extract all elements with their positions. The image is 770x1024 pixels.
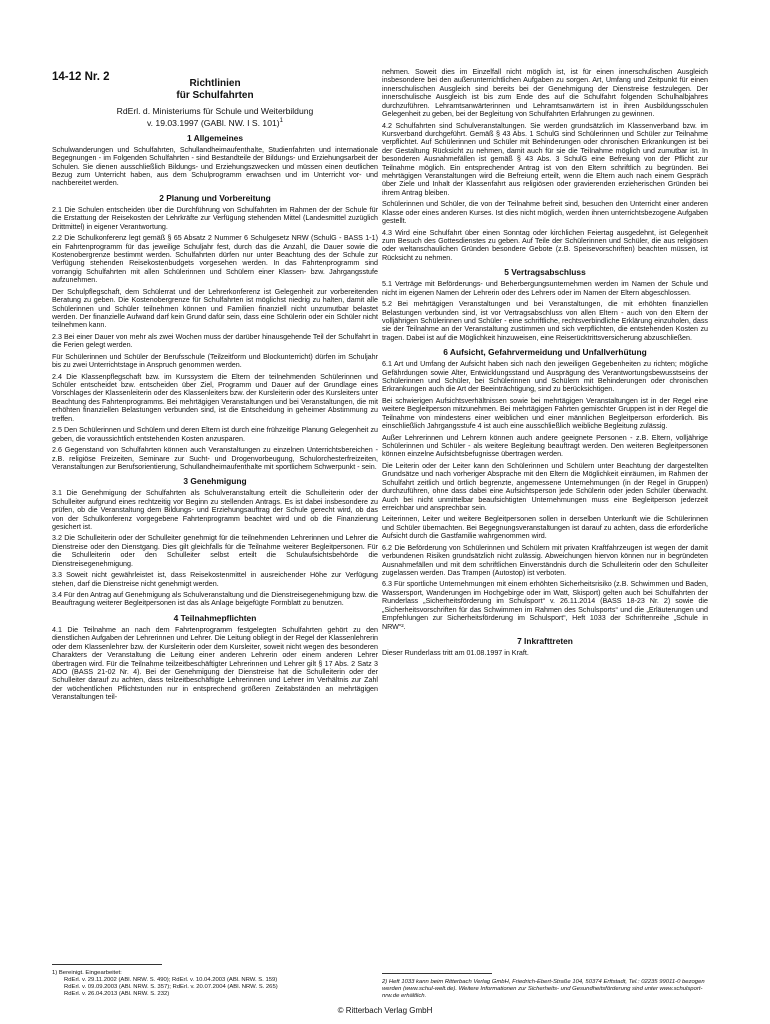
copyright-footer: © Ritterbach Verlag GmbH [337,1006,433,1015]
paragraph: Die Leiterin oder der Leiter kann den Schülerinnen und Schülern unter Beachtung der dargestellten Grundsätze und nach vorheriger Absprache mit den Eltern die Möglichkeit einräumen, im Rahmen der Schulfahrt zeitlich und örtlich begrenzte, angemessene Unternehmungen (in der Regel in Gruppen) durchzuführen, ohne dass dabei eine Aufsichtsperson jede Schülerin oder jeden Schüler überwacht. Auch bei nicht unmittelbar beaufsichtigten Unternehmungen muss eine Begleitperson jederzeit erreichbar und ansprechbar sein. [382,461,708,512]
paragraph: 4.1 Die Teilnahme an nach dem Fahrtenprogramm festgelegten Schulfahrten gehört zu den dienstlichen Aufgaben der Lehrerinnen und Lehrer. Die Leitung obliegt in der Regel der Klassenlehrerin oder dem Klassenlehrer bzw. der Kursleiterin oder dem Kursleiter, soweit nicht wegen des besonderen Charakters der Veranstaltung die Leitung einer anderen Lehrerin oder einem anderen Lehrer übertragen wird. Für die Teilnahme teilzeitbeschäftigter Lehrerinnen und Lehrer gilt § 17 Abs. 2 Satz 3 ADO (BASS 21-02 Nr. 4). Bei der Genehmigung der Dienstreise hat die Schulleiterin oder der Schulleiter darauf zu achten, dass teilzeitbeschäftigte Lehrerinnen und Lehrer im Verhältnis zur Zahl der wöchentlichen Pflichtstunden nur in entsprechend größeren Zeitabständen an mehrtägigen Veranstaltungen teil- [52,625,378,702]
subtitle-line-2 [52,116,378,128]
footnote-line: 1) Bereinigt. Eingearbeitet: [52,970,122,976]
paragraph: 3.3 Soweit nicht gewährleistet ist, dass Reisekostenmittel in ausreichender Höhe zur Verfügung stehen, darf die Dienstreise nicht genehmigt werden. [52,571,378,588]
section-heading-4: 4 Teilnahmepflichten [173,612,257,623]
subtitle-line-2-text: v. 19.03.1997 (GABl. NW. I S. 101) [147,117,280,128]
left-column [52,64,378,705]
paragraph: Für Schülerinnen und Schüler der Berufsschule (Teilzeitform und Blockunterricht) dürfen im Schuljahr bis zu zwei Unterrichtstage in Anspruch genommen werden. [52,352,378,370]
section-heading-5: 5 Vertragsabschluss [504,267,586,278]
section-heading-6: 6 Aufsicht, Gefahrvermeidung und Unfallverhütung [443,347,647,358]
title-line-1: Richtlinien [189,78,241,89]
paragraph: 5.2 Bei mehrtägigen Veranstaltungen und bei Veranstaltungen, die mit erhöhten finanziellen Belastungen verbunden sind, ist vor Vertragsabschluss von allen Eltern - auch von den Eltern der volljährigen Schülerinnen und Schüler - eine schriftliche, rechtsverbindliche Erklärung einzuholen, dass sie der Teilnahme an der Veranstaltung zustimmen und sich verpflichten, die entstehenden Kosten zu tragen. Dabei ist auf die Möglichkeit hinzuweisen, eine Reiserücktrittsversicherung abzuschließen. [382,300,708,342]
footnote-divider-left [52,964,162,965]
paragraph: 5.1 Verträge mit Beförderungs- und Beherbergungsunternehmen werden im Namen der Schule und nicht im eigenen Namen der Lehrerin oder des Lehrers oder im Namen der Eltern abgeschlossen. [382,280,708,297]
paragraph: Außer Lehrerinnen und Lehrern können auch andere geeignete Personen - z.B. Eltern, volljährige Schülerinnen und Schüler - als weitere Begleitung beauftragt werden. Den weiteren Begleitpersonen können einzelne Aufsichtsbefugnisse übertragen werden. [382,433,708,459]
paragraph: 6.3 Für sportliche Unternehmungen mit einem erhöhten Sicherheitsrisiko (z.B. Schwimmen und Baden, Wassersport, Wanderungen im Hochgebirge oder im Watt, Skisport) gelten auch bei Schulfahrten der Runderlass „Sicherheitsförderung im Schulsport“ v. 26.11.2014 (BASS 18-23 Nr. 2) sowie die „Sicherheitsvorschriften für das Schwimmen im Rahmen des Schulsports“ und die „Erläuterungen und Empfehlungen zur Sicherheitsförderung im Schulsport“, Heft 1033 der Schriftenreihe „Schule in NRW“². [382,580,708,631]
footnote-line: RdErl. v. 29.11.2002 (ABl. NRW. S. 490); RdErl. v. 10.04.2003 (ABl. NRW. S. 159) [64,976,278,983]
paragraph: 4.2 Schulfahrten sind Schulveranstaltungen. Sie werden grundsätzlich im Klassenverband bzw. im Kursverband durchgeführt. Gemäß § 43 Abs. 1 SchulG sind Schülerinnen und Schüler zur Teilnahme verpflichtet. Auf Schülerinnen und Schüler mit Behinderungen oder chronischen Erkrankungen ist bei der Gestaltung Rücksicht zu nehmen, damit auch für sie die Teilnahme möglich und zumutbar ist. In besonderen Ausnahmefällen ist gemäß § 43 Abs. 3 SchulG eine Befreiung von der Pflicht zur Teilnahme möglich. Ein entsprechender Antrag ist von den Eltern schriftlich zu begründen. Bei mehrtägigen Veranstaltungen wird die Befreiung erteilt, wenn die Eltern auch nach einem Gespräch über Ziele und Inhalt der Klassenfahrt aus religiösen oder gravierenden erzieherischen Gründen bei ihrem Antrag bleiben. [382,121,708,197]
paragraph: Der Schulpflegschaft, dem Schülerrat und der Lehrerkonferenz ist Gelegenheit zur vorbereitenden Beratung zu geben. Die Kostenobergrenze für Schulfahrten ist möglichst niedrig zu halten, damit alle Schülerinnen und Schüler teilnehmen können und Familien finanziell nicht unzumutbar belastet werden. Der finanzielle Aufwand darf kein Grund dafür sein, dass eine Schülerin oder ein Schüler nicht teilnehmen kann. [52,287,378,330]
paragraph: Schülerinnen und Schüler, die von der Teilnahme befreit sind, besuchen den Unterricht einer anderen Klasse oder eines anderen Kurses. Ist dies nicht möglich, werden ihnen unterrichtsbezogene Aufgaben gestellt. [382,200,708,226]
paragraph: 6.1 Art und Umfang der Aufsicht haben sich nach den jeweiligen Gegebenheiten zu richten; mögliche Gefährdungen sowie Alter, Entwicklungsstand und Ausprägung des Verantwortungsbewusstseins der Schülerinnen und Schüler, bei Schülerinnen und Schülern mit Behinderungen oder chronischen Erkrankungen auch die Art der Beeinträchtigung, sind zu berücksichtigen. [382,360,708,394]
section-heading-7: 7 Inkrafttreten [517,635,573,646]
footnote-2: 2) Heft 1033 kann beim Ritterbach Verlag GmbH, Friedrich-Ebert-Straße 104, 50374 Erftstadt, Tel.: 02235 99011-0 bezogen werden (www.schul-welt.de). Weitere Informationen zur Sicherheits- und Gesundheitsförderung sind unter www.schulsport-nrw.de erhältlich. [382,979,705,999]
paragraph: 2.6 Gegenstand von Schulfahrten können auch Veranstaltungen zu einzelnen Unterrichtsbereichen - z.B. religiöse Freizeiten, Seminare zur Sucht- und Drogenvorbeugung, Schulorchesterfreizeiten, Veranstaltungen zur Berufsorientierung, Schullandheimaufenthalte mit sportlichem Schwerpunkt - sein. [52,446,378,471]
right-column [382,68,708,660]
paragraph: 4.3 Wird eine Schulfahrt über einen Sonntag oder kirchlichen Feiertag ausgedehnt, ist Gelegenheit zum Besuch des Gottesdienstes zu geben. Auf Teile der Schülerinnen und Schüler, die aus religiösen oder weltanschaulichen Gründen besondere Gebote (z.B. Speisevorschriften) beachten müssen, ist Rücksicht zu nehmen. [382,228,708,262]
paragraph: 2.1 Die Schulen entscheiden über die Durchführung von Schulfahrten im Rahmen der der Schule für die Erstattung der Reisekosten der Lehrkräfte zur Verfügung stehenden Mittel (Landesmittel zuzüglich Drittmittel) in eigener Verantwortung. [52,205,378,231]
footnote-line: RdErl. v. 26.04.2013 (ABl. NRW. S. 232) [64,990,170,997]
document-subtitle [52,106,378,128]
paragraph: 3.2 Die Schulleiterin oder der Schulleiter genehmigt für die teilnehmenden Lehrerinnen und Lehrer die Dienstreise oder den Dienstgang. Dies gilt gleichfalls für die Teilnahme weiterer Begleitpersonen. Für die Schulleiterin oder den Schulleiter selbst erteilt die Schulaufsichtsbehörde die Dienstreisegenehmigung. [52,534,378,568]
title-line-2: für Schulfahrten [176,90,254,101]
paragraph: Bei schwierigen Aufsichtsverhältnissen sowie bei mehrtägigen Veranstaltungen ist in der Regel eine weitere Begleitperson mitzunehmen. Bei mehrtägigen Fahrten gemischter Gruppen ist in der Regel die Teilnahme von mindestens einer weiblichen und einer männlichen Begleitperson erforderlich. Bis einschließlich Jahrgangsstufe 4 ist auch eine ausschließlich weibliche Begleitung zulässig. [382,396,708,431]
footnote-marker: 1 [279,118,283,124]
section-heading-2: 2 Planung und Vorbereitung [159,192,271,203]
paragraph: Dieser Runderlass tritt am 01.08.1997 in Kraft. [382,648,529,657]
paragraph: 3.1 Die Genehmigung der Schulfahrten als Schulveranstaltung erteilt die Schulleiterin oder der Schulleiter aufgrund eines rechtzeitig vor Beginn zu stellenden Antrags. Es ist dabei insbesondere zu prüfen, ob die Veranstaltung dem Bildungs- und Erziehungsauftrag der Schule gerecht wird, ob das von der Schulkonferenz vorgegebene Fahrtenprogramm beachtet wird und ob die Finanzierung gesichert ist. [52,489,378,531]
document-title [52,78,378,102]
section-heading-3: 3 Genehmigung [183,476,247,487]
paragraph: 2.4 Die Klassenpflegschaft bzw. im Kurssystem die Eltern der teilnehmenden Schülerinnen und Schüler entscheidet bzw. entscheiden über Ziel, Programm und Dauer auf der Grundlage eines Vorschlages der Klassenleiterin oder des Klassenleiters bzw. der Kursleiterin oder des Kursleiters unter Beachtung des Fahrtenprogramms. Bei mehrtägigen Veranstaltungen und bei Veranstaltungen, die mit erhöhten finanziellen Belastungen verbunden sind, ist die Entscheidung in geheimer Abstimmung zu treffen. [52,372,378,423]
subtitle-line-1: RdErl. d. Ministeriums für Schule und Weiterbildung [116,106,314,116]
paragraph: 2.2 Die Schulkonferenz legt gemäß § 65 Absatz 2 Nummer 6 Schulgesetz NRW (SchulG - BASS 1-1) ein Fahrtenprogramm für das jeweilige Schuljahr fest, durch das die Anzahl, die Dauer sowie die Kostenobergrenze bestimmt werden. Schulfahrten dürfen nur unter Beachtung des der Schule zur Verfügung stehenden Reisekostenbudgets vorgesehen werden. In das Fahrtenprogramm sind vorrangig Schulfahrten mit allen Schülerinnen und Schülern einer Klassen- bzw. Jahrgangsstufe aufzunehmen. [52,234,378,285]
paragraph: 2.5 Den Schülerinnen und Schülern und deren Eltern ist durch eine frühzeitige Planung Gelegenheit zu geben, die voraussichtlich entstehenden Kosten anzusparen. [52,426,378,443]
paragraph: Schulwanderungen und Schulfahrten, Schullandheimaufenthalte, Studienfahrten und internationale Begegnungen - im Folgenden Schulfahrten - sind Bestandteile der Bildungs- und Erziehungsarbeit der Schulen. Sie dienen ausschließlich Bildungs- und Erziehungszwecken und müssen einen deutlichen Bezug zum Unterricht haben, aus dem Schulprogramm erwachsen und im Unterricht vor- und nachbereitet werden. [52,145,378,188]
paragraph: 3.4 Für den Antrag auf Genehmigung als Schulveranstaltung und die Dienstreisegenehmigung bzw. die Beauftragung weiterer Begleitpersonen ist das als Anlage beigefügte Formblatt zu benutzen. [52,591,378,608]
footnote-divider-right [382,973,492,974]
paragraph: 6.2 Die Beförderung von Schülerinnen und Schülern mit privaten Kraftfahrzeugen ist wegen der damit verbundenen Risiken grundsätzlich nicht zulässig. Abweichungen hiervon können nur in begründeten Ausnahmefällen und mit dem schriftlichen Einverständnis durch die Schulleiterin oder den Schulleiter zugelassen werden. Das Trampen (Autostop) ist verboten. [382,543,708,577]
paragraph: Leiterinnen, Leiter und weitere Begleitpersonen sollen in derselben Unterkunft wie die Schülerinnen und Schüler übernachten. Bei Begegnungsveranstaltungen ist darauf zu achten, dass die erforderliche Aufsicht durch die Gastfamilie wahrgenommen wird. [382,515,708,541]
paragraph: nehmen. Soweit dies im Einzelfall nicht möglich ist, ist für einen innerschulischen Ausgleich insbesondere bei den außerunterrichtlichen Aufgaben zu sorgen. Art, Umfang und Zeitpunkt für einen innerschulischen Ausgleich sind bereits bei der Genehmigung der Dienstreise festzulegen. Der innerschulische Ausgleich ist bis zum Ende des auf die Schulfahrt folgenden Schulhalbjahres durchzuführen. Lehramtsanwärterinnen und Lehramtsanwärtern ist in ihren Ausbildungsschulen Gelegenheit zu geben, bei der Begleitung von Schulfahrten Erfahrungen zu gewinnen. [382,68,708,119]
footnote-line: RdErl. v. 09.09.2003 (ABl. NRW. S. 357); RdErl. v. 20.07.2004 (ABl. NRW. S. 265) [64,983,278,990]
footnote-1 [52,970,372,998]
section-heading-1: 1 Allgemeines [186,132,243,143]
paragraph: 2.3 Bei einer Dauer von mehr als zwei Wochen muss der darüber hinausgehende Teil der Schulfahrt in die Ferien gelegt werden. [52,332,378,350]
document-number: 14-12 Nr. 2 [52,71,110,83]
